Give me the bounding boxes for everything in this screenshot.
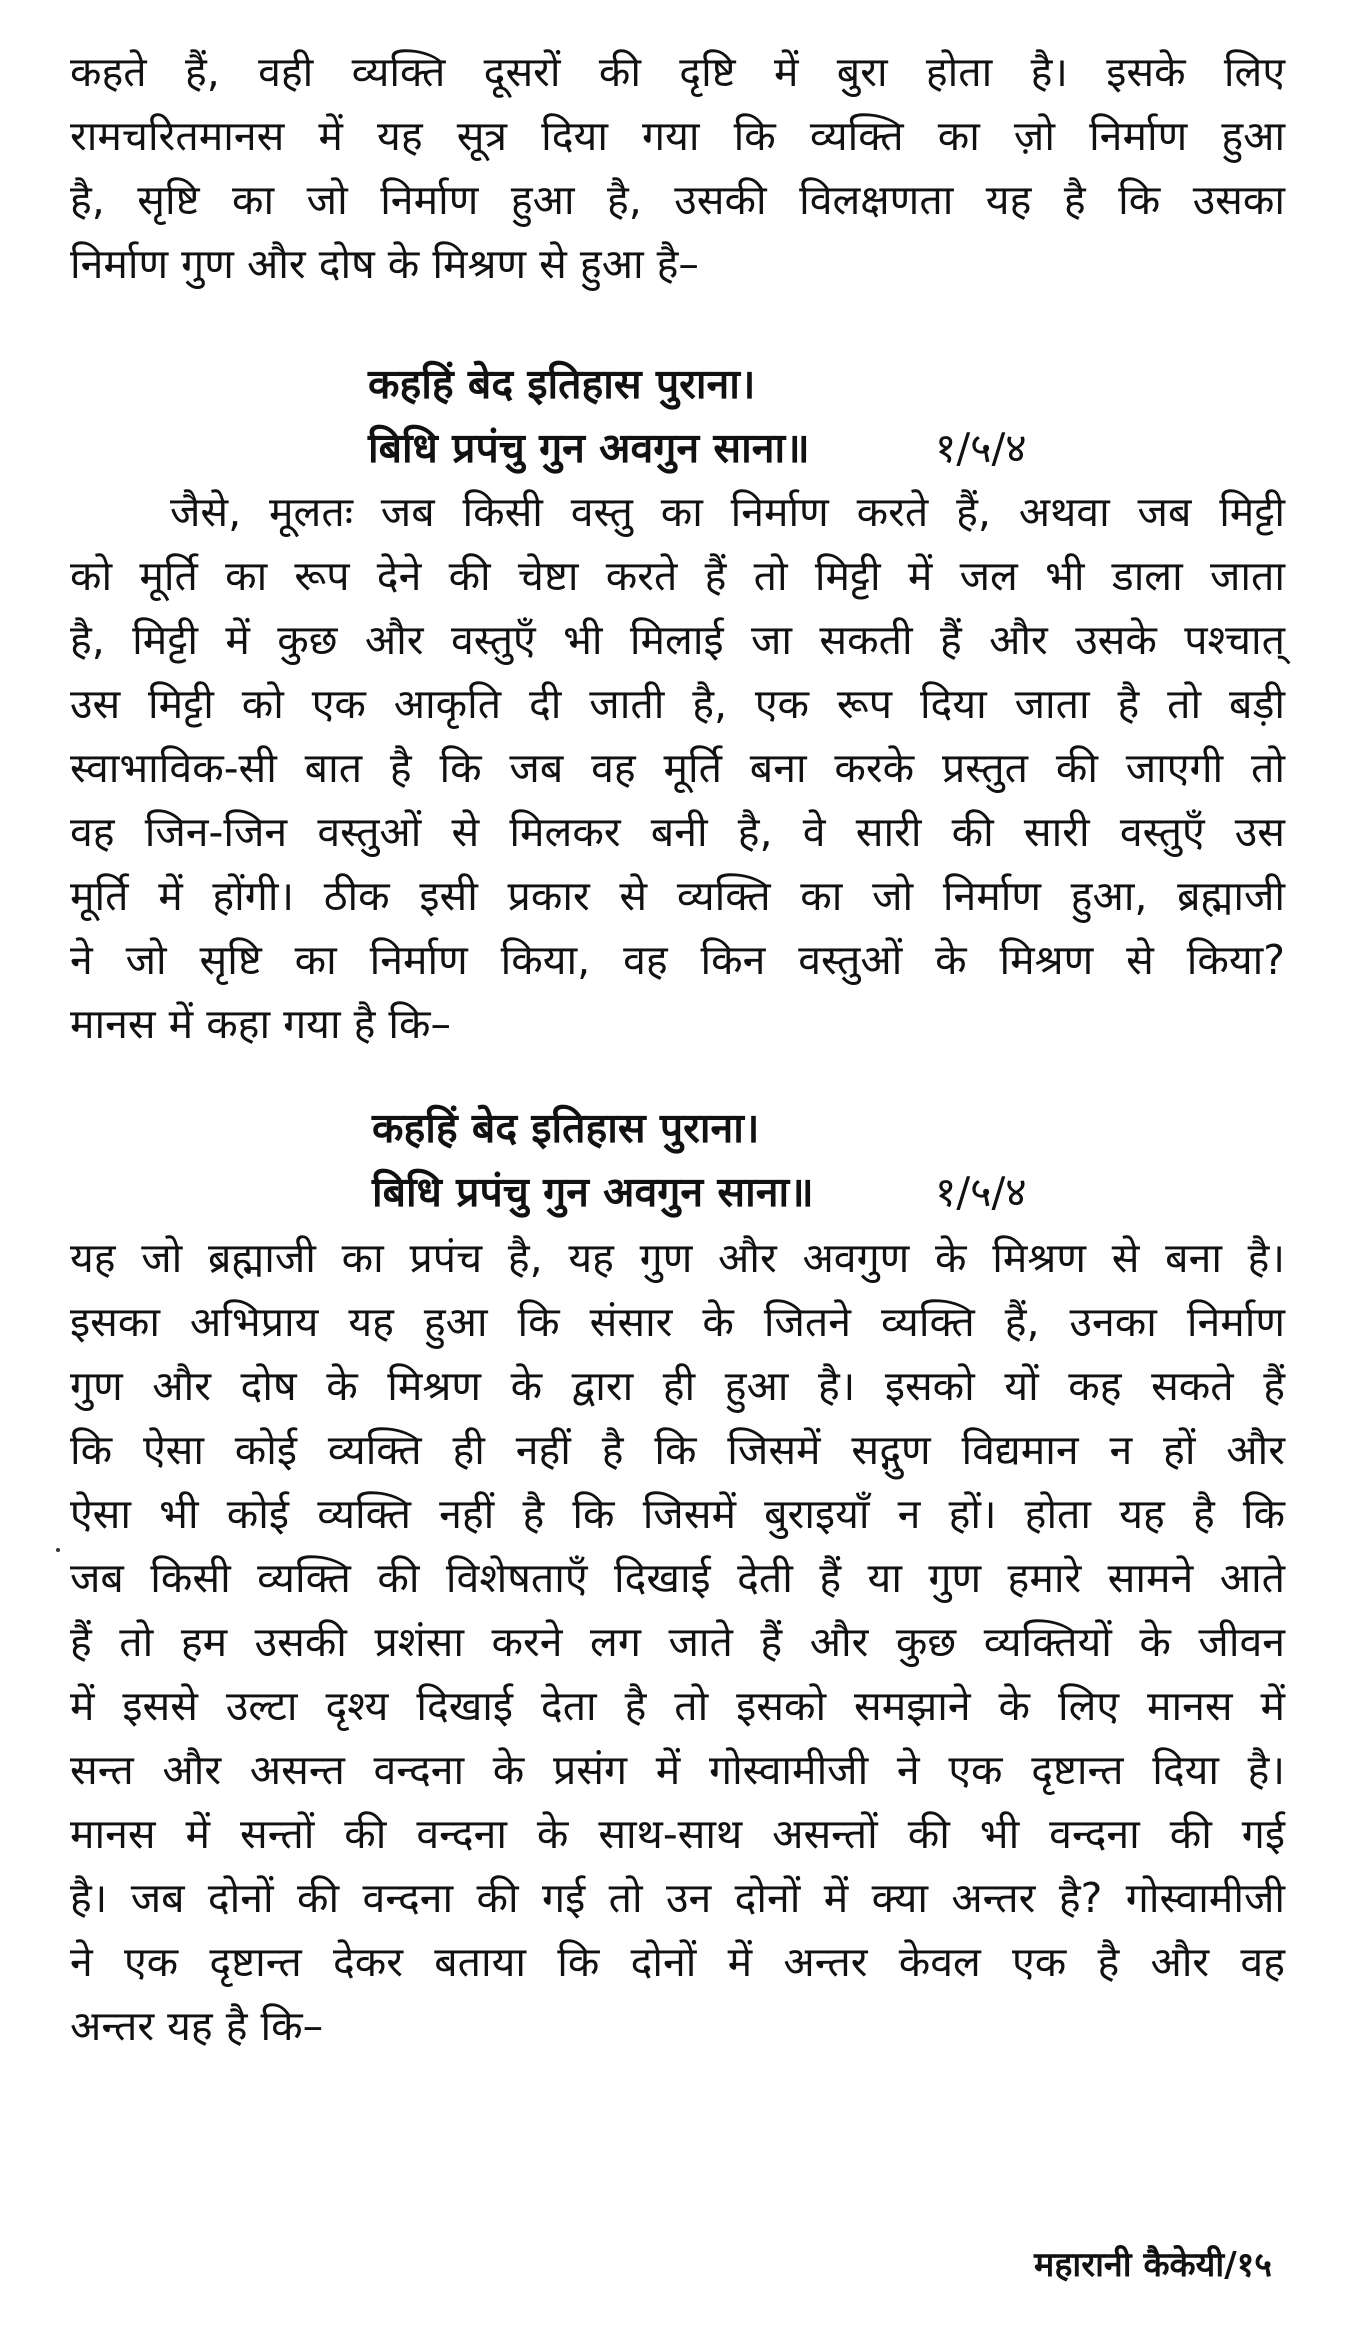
paragraph-line: ऐसा भी कोई व्यक्ति नहीं है कि जिसमें बुराइयाँ न हों। होता यह है कि — [70, 1490, 1285, 1538]
verse-text: कहहिं बेद इतिहास पुराना। — [368, 360, 756, 408]
paragraph-line: है, मिट्टी में कुछ और वस्तुएँ भी मिलाई जा सकती हैं और उसके पश्चात् — [70, 616, 1285, 664]
paragraph-line: इसका अभिप्राय यह हुआ कि संसार के जितने व्यक्ति हैं, उनका निर्माण — [70, 1298, 1285, 1346]
paragraph-line: जैसे, मूलतः जब किसी वस्तु का निर्माण करते हैं, अथवा जब मिट्टी — [170, 488, 1285, 536]
paragraph-line: निर्माण गुण और दोष के मिश्रण से हुआ है– — [70, 240, 699, 288]
paragraph-1 — [70, 40, 1285, 296]
paragraph-line: स्वाभाविक-सी बात है कि जब वह मूर्ति बना करके प्रस्तुत की जाएगी तो — [70, 744, 1285, 792]
verse-2-line-2 — [0, 1160, 1357, 1224]
paragraph-line: कि ऐसा कोई व्यक्ति ही नहीं है कि जिसमें सद्गुण विद्यमान न हों और — [70, 1426, 1285, 1474]
verse-text: बिधि प्रपंचु गुन अवगुन साना॥ — [372, 1168, 814, 1216]
paragraph-line: अन्तर यह है कि– — [70, 2002, 324, 2050]
verse-1-line-2 — [0, 416, 1357, 480]
paragraph-3 — [70, 1226, 1285, 2058]
paragraph-2 — [70, 480, 1285, 1056]
scan-speck — [56, 1548, 60, 1552]
verse-text: कहहिं बेद इतिहास पुराना। — [372, 1104, 760, 1152]
paragraph-line: कहते हैं, वही व्यक्ति दूसरों की दृष्टि में बुरा होता है। इसके लिए — [70, 48, 1285, 96]
verse-text: बिधि प्रपंचु गुन अवगुन साना॥ — [368, 424, 810, 472]
paragraph-line: वह जिन-जिन वस्तुओं से मिलकर बनी है, वे सारी की सारी वस्तुएँ उस — [70, 808, 1285, 856]
paragraph-line: रामचरितमानस में यह सूत्र दिया गया कि व्यक्ति का ज़ो निर्माण हुआ — [70, 112, 1285, 160]
page-number: १५ — [1236, 2245, 1272, 2285]
paragraph-line: उस मिट्टी को एक आकृति दी जाती है, एक रूप दिया जाता है तो बड़ी — [70, 680, 1285, 728]
paragraph-line: में इससे उल्टा दृश्य दिखाई देता है तो इसको समझाने के लिए मानस में — [70, 1682, 1285, 1730]
paragraph-line: सन्त और असन्त वन्दना के प्रसंग में गोस्वामीजी ने एक दृष्टान्त दिया है। — [70, 1746, 1285, 1794]
paragraph-line: मानस में सन्तों की वन्दना के साथ-साथ असन्तों की भी वन्दना की गई — [70, 1810, 1285, 1858]
verse-1-line-1 — [0, 352, 1357, 416]
paragraph-line: यह जो ब्रह्माजी का प्रपंच है, यह गुण और अवगुण के मिश्रण से बना है। — [70, 1234, 1285, 1282]
paragraph-line: ने एक दृष्टान्त देकर बताया कि दोनों में अन्तर केवल एक है और वह — [70, 1938, 1285, 1986]
verse-reference: १/५/४ — [935, 1168, 1027, 1216]
verse-2-line-1 — [0, 1096, 1357, 1160]
paragraph-line: मूर्ति में होंगी। ठीक इसी प्रकार से व्यक्ति का जो निर्माण हुआ, ब्रह्माजी — [70, 872, 1285, 920]
running-title: महारानी कैकेयी/ — [1034, 2245, 1237, 2285]
page-footer — [1034, 2240, 1272, 2290]
paragraph-line: मानस में कहा गया है कि– — [70, 1000, 452, 1048]
verse-reference: १/५/४ — [935, 424, 1027, 472]
paragraph-line: जब किसी व्यक्ति की विशेषताएँ दिखाई देती हैं या गुण हमारे सामने आते — [70, 1554, 1285, 1602]
paragraph-line: ने जो सृष्टि का निर्माण किया, वह किन वस्तुओं के मिश्रण से किया? — [70, 936, 1285, 984]
paragraph-line: हैं तो हम उसकी प्रशंसा करने लग जाते हैं और कुछ व्यक्तियों के जीवन — [70, 1618, 1285, 1666]
paragraph-line: गुण और दोष के मिश्रण के द्वारा ही हुआ है। इसको यों कह सकते हैं — [70, 1362, 1285, 1410]
paragraph-line: को मूर्ति का रूप देने की चेष्टा करते हैं तो मिट्टी में जल भी डाला जाता — [70, 552, 1285, 600]
paragraph-line: है। जब दोनों की वन्दना की गई तो उन दोनों में क्या अन्तर है? गोस्वामीजी — [70, 1874, 1285, 1922]
paragraph-line: है, सृष्टि का जो निर्माण हुआ है, उसकी विलक्षणता यह है कि उसका — [70, 176, 1285, 224]
